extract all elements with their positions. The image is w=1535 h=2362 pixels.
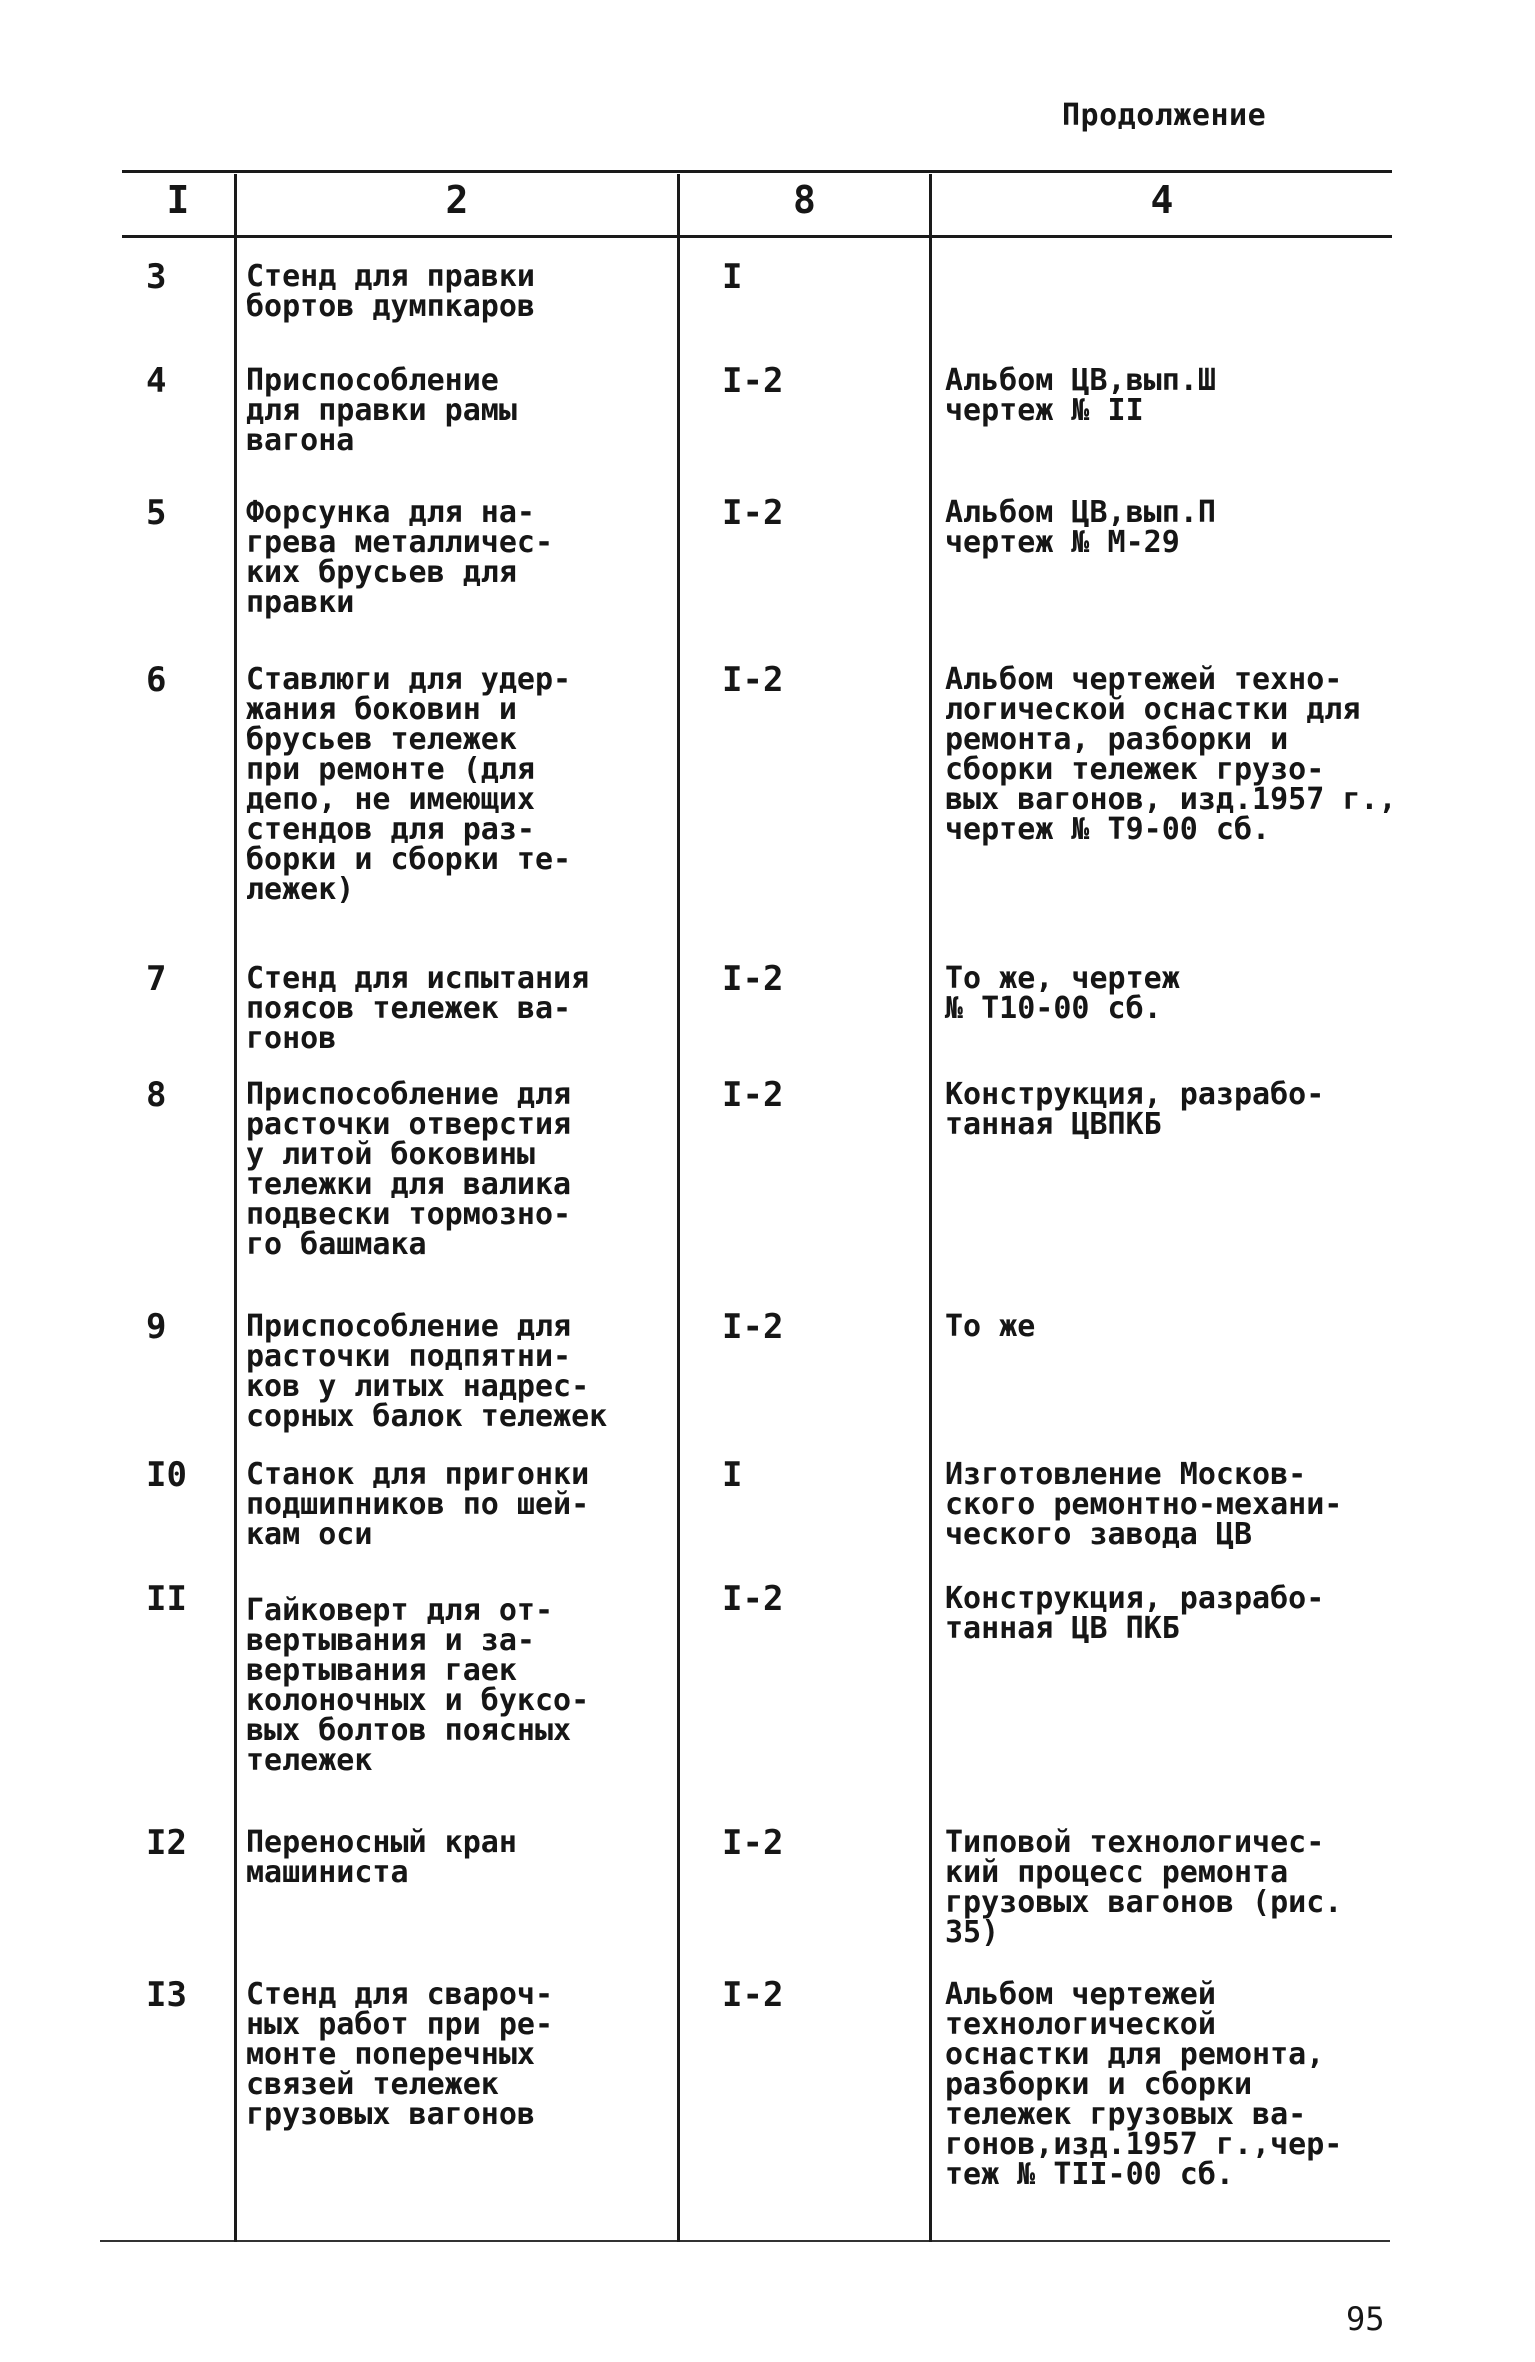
equipment-name: Приспособление для расточки отверстия у литой боковины тележки для валика подвески тормозно- го башмака [246,1077,572,1262]
equipment-name: Гайковерт для от- вертывания и за- вертывания гаек колоночных и буксо- вых болтов поясных тележек [246,1593,590,1778]
row-number: 6 [146,660,167,700]
quantity: I-2 [722,660,784,700]
row-number: II [146,1579,187,1619]
reference: Альбом ЦВ,вып.П чертеж № М-29 [945,495,1216,560]
quantity: I [722,1455,743,1495]
row-number: I2 [146,1823,187,1863]
row-number: I0 [146,1455,187,1495]
reference: Альбом чертежей технологической оснастки для ремонта, разборки и сборки тележек грузовых ва- гонов,изд.1957 г.,чер- теж № ТII-00 сб. [945,1977,1343,2192]
quantity: I-2 [722,493,784,533]
row-number: 8 [146,1075,167,1115]
equipment-name: Станок для пригонки подшипников по шей- кам оси [246,1457,590,1552]
header-col-1: I [166,178,190,222]
equipment-name: Переносный кран машиниста [246,1825,517,1890]
header-bottom-rule [122,235,1392,238]
row-number: 5 [146,493,167,533]
reference: Альбом ЦВ,вып.Ш чертеж № II [945,363,1216,428]
quantity: I-2 [722,1579,784,1619]
reference: То же [945,1309,1036,1344]
equipment-name: Стенд для испытания поясов тележек ва- гонов [246,961,590,1056]
equipment-name: Приспособление для правки рамы вагона [246,363,517,458]
equipment-name: Форсунка для на- грева металличес- ких брусьев для правки [246,495,554,620]
column-divider-3 [929,174,932,2242]
quantity: I-2 [722,1307,784,1347]
equipment-name: Приспособление для расточки подпятни- ков у литых надрес- сорных балок тележек [246,1309,608,1434]
row-number: I3 [146,1975,187,2015]
row-number: 3 [146,257,167,297]
reference: Изготовление Москов- ского ремонтно-механи- ческого завода ЦВ [945,1457,1343,1552]
header-col-3: 8 [793,178,816,222]
equipment-name: Стенд для свароч- ных работ при ре- монте поперечных связей тележек грузовых вагонов [246,1977,554,2132]
header-col-4: 4 [1150,178,1174,222]
quantity: I-2 [722,959,784,999]
equipment-name: Ставлюги для удер- жания боковин и брусьев тележек при ремонте (для депо, не имеющих стендов для раз- борки и сборки те- лежек) [246,662,572,907]
header-col-2: 2 [445,178,469,222]
row-number: 7 [146,959,167,999]
reference: То же, чертеж № Т10-00 сб. [945,961,1180,1026]
quantity: I-2 [722,361,784,401]
row-number: 9 [146,1307,167,1347]
equipment-name: Стенд для правки бортов думпкаров [246,259,535,324]
column-divider-2 [677,174,680,2242]
quantity: I-2 [722,1975,784,2015]
quantity: I-2 [722,1823,784,1863]
reference: Типовой технологичес- кий процесс ремонта грузовых вагонов (рис. 35) [945,1825,1343,1950]
column-divider-1 [234,174,237,2242]
reference: Альбом чертежей техно- логической оснастки для ремонта, разборки и сборки тележек грузо- вых вагонов, изд.1957 г., чертеж № Т9-00 сб. [945,662,1397,847]
page-number: 95 [1346,2300,1385,2338]
table-top-rule [122,170,1392,173]
quantity: I [722,257,743,297]
reference: Конструкция, разрабо- танная ЦВ ПКБ [945,1581,1325,1646]
continuation-label: Продолжение [1062,98,1267,133]
quantity: I-2 [722,1075,784,1115]
row-number: 4 [146,361,167,401]
reference: Конструкция, разрабо- танная ЦВПКБ [945,1077,1325,1142]
table-bottom-rule [100,2240,1390,2242]
